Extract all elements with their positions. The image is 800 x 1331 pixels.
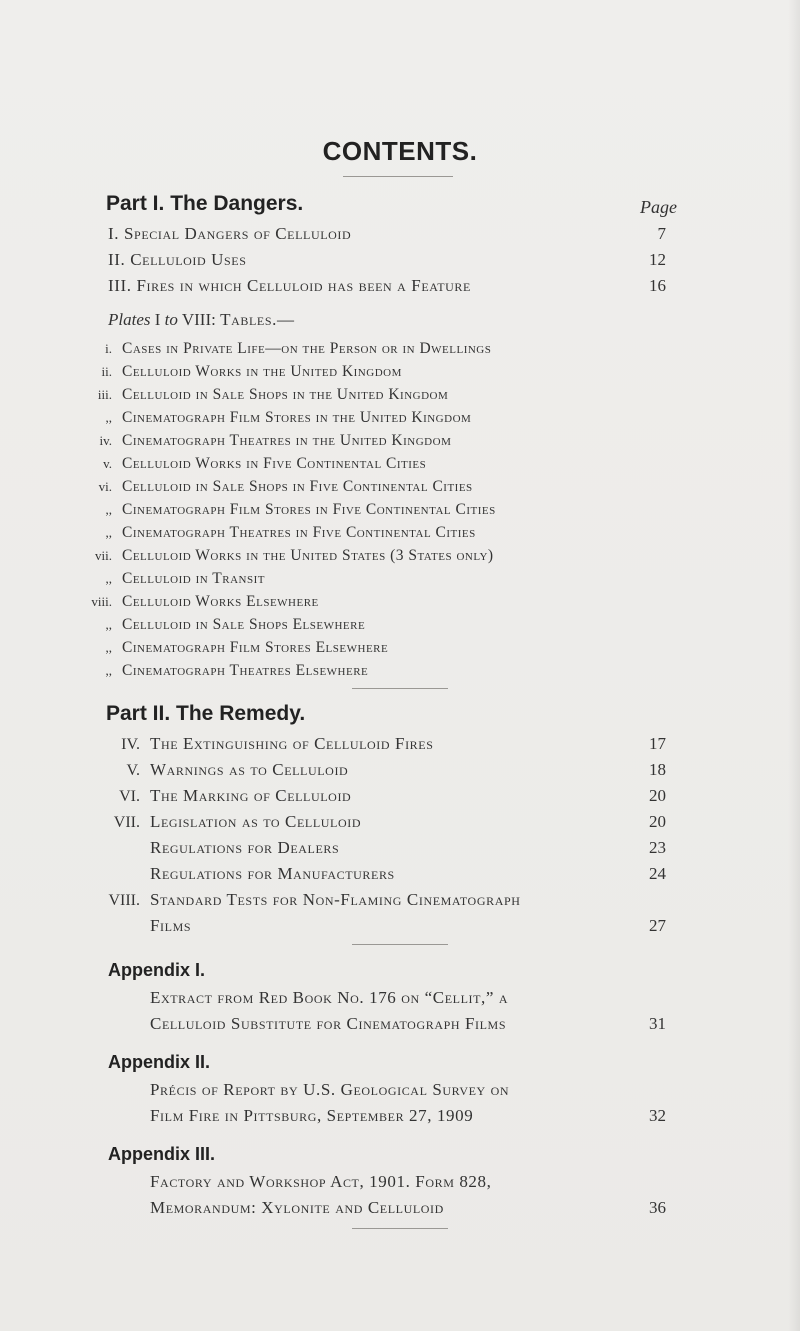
- part2-entry-2-page: 18: [649, 760, 666, 779]
- part2-entry-7: VIII. Standard Tests for Non-Flaming Cinematograph: [108, 890, 521, 909]
- entry-title: Regulations for Manufacturers: [150, 864, 395, 883]
- entry-number: III.: [108, 276, 132, 295]
- appendix1-heading: Appendix I.: [108, 960, 206, 980]
- table-entry: v. Celluloid Works in Five Continental Cities: [103, 455, 427, 472]
- plates-intro: [108, 310, 295, 330]
- entry-title: Celluloid Uses: [130, 250, 247, 269]
- plates-start: I: [154, 310, 161, 329]
- table-entry: vii. Celluloid Works in the United States (3 States only): [95, 547, 494, 564]
- part1-entry-2-page: 12: [649, 250, 666, 269]
- appendix1-page: 31: [649, 1014, 666, 1033]
- page-column-label: Page: [640, 197, 677, 217]
- part2-entry-8-page: 27: [649, 916, 666, 935]
- plates-to: to: [164, 310, 178, 329]
- part2-entry-1: IV. The Extinguishing of Celluloid Fires: [121, 734, 434, 753]
- appendix1-line-2: Celluloid Substitute for Cinematograph Films: [150, 1014, 507, 1033]
- entry-title: The Extinguishing of Celluloid Fires: [150, 734, 434, 753]
- appendix3-heading: Appendix III.: [108, 1144, 216, 1164]
- part2-entry-1-page: 17: [649, 734, 666, 753]
- entry-title: The Marking of Celluloid: [150, 786, 352, 805]
- appendix2-heading: Appendix II.: [108, 1052, 211, 1072]
- section-rule-1: [352, 688, 448, 689]
- part1-entry-1: [108, 224, 351, 244]
- table-entry: vi. Celluloid in Sale Shops in Five Continental Cities: [98, 478, 473, 495]
- section-rule-2: [352, 944, 448, 945]
- part2-entry-2: V. Warnings as to Celluloid: [126, 760, 349, 779]
- entry-number: I.: [108, 224, 120, 243]
- plates-colon: :: [211, 310, 216, 329]
- part2-entry-5-page: 23: [649, 838, 666, 857]
- appendix3-line-1: Factory and Workshop Act, 1901. Form 828,: [150, 1172, 492, 1191]
- entry-title: Warnings as to Celluloid: [150, 760, 349, 779]
- part2-entry-3-page: 20: [649, 786, 666, 805]
- title-rule: [343, 176, 453, 177]
- part2-entry-5: [150, 838, 339, 858]
- entry-title: Fires in which Celluloid has been a Feature: [136, 276, 471, 295]
- plates-end: VIII: [181, 310, 212, 329]
- entry-title: Standard Tests for Non-Flaming Cinematograph: [150, 890, 521, 909]
- table-entry: ,, Cinematograph Film Stores in the United Kingdom: [105, 409, 472, 426]
- table-entry: iii. Celluloid in Sale Shops in the United Kingdom: [97, 386, 449, 403]
- table-entry: ,, Cinematograph Film Stores in Five Continental Cities: [105, 501, 496, 518]
- table-entry: iv. Cinematograph Theatres in the United Kingdom: [99, 432, 452, 449]
- part2-entry-6: [150, 864, 395, 884]
- table-entry: i. Cases in Private Life—on the Person or in Dwellings: [105, 340, 492, 357]
- part2-entry-6-page: 24: [649, 864, 666, 883]
- part2-entry-3: VI. The Marking of Celluloid: [119, 786, 352, 805]
- page-title: CONTENTS.: [322, 136, 478, 166]
- table-entry: ,, Cinematograph Theatres in Five Continental Cities: [105, 524, 476, 541]
- part1-entry-3: [108, 276, 471, 296]
- part2-entry-4: VII. Legislation as to Celluloid: [113, 812, 362, 831]
- plates-word: Plates: [108, 310, 151, 329]
- table-entry: ,, Celluloid in Sale Shops Elsewhere: [105, 616, 366, 633]
- entry-title: Legislation as to Celluloid: [150, 812, 362, 831]
- section-rule-3: [352, 1228, 448, 1229]
- part1-entry-1-page: 7: [657, 224, 666, 243]
- table-entry: ii. Celluloid Works in the United Kingdom: [101, 363, 402, 380]
- appendix2-line-1: Précis of Report by U.S. Geological Survey on: [150, 1080, 510, 1099]
- entry-title: Special Dangers of Celluloid: [123, 224, 352, 243]
- appendix1-line-1: Extract from Red Book No. 176 on “Cellit,” a: [150, 988, 509, 1007]
- part1-heading: Part I. The Dangers.: [106, 192, 304, 215]
- part1-entry-2: [108, 250, 247, 270]
- table-entry: ,, Cinematograph Film Stores Elsewhere: [105, 639, 389, 656]
- appendix3-page: 36: [649, 1198, 666, 1217]
- table-entry: ,, Cinematograph Theatres Elsewhere: [105, 662, 369, 679]
- appendix2-line-2: Film Fire in Pittsburg, September 27, 1909: [150, 1106, 474, 1125]
- appendix2-page: 32: [649, 1106, 666, 1125]
- part1-entry-3-page: 16: [649, 276, 666, 295]
- entry-number: II.: [108, 250, 126, 269]
- entry-title: Films: [150, 916, 192, 935]
- entry-title: Regulations for Dealers: [150, 838, 340, 857]
- table-entry: ,, Celluloid in Transit: [105, 570, 265, 587]
- page-edge-shadow: [788, 0, 800, 1331]
- part2-entry-4-page: 20: [649, 812, 666, 831]
- table-entry: viii. Celluloid Works Elsewhere: [91, 593, 319, 610]
- part2-heading: Part II. The Remedy.: [106, 702, 306, 725]
- appendix3-line-2: Memorandum: Xylonite and Celluloid: [150, 1198, 444, 1217]
- part2-entry-8: [150, 916, 191, 936]
- tables-label: Tables.—: [220, 310, 295, 329]
